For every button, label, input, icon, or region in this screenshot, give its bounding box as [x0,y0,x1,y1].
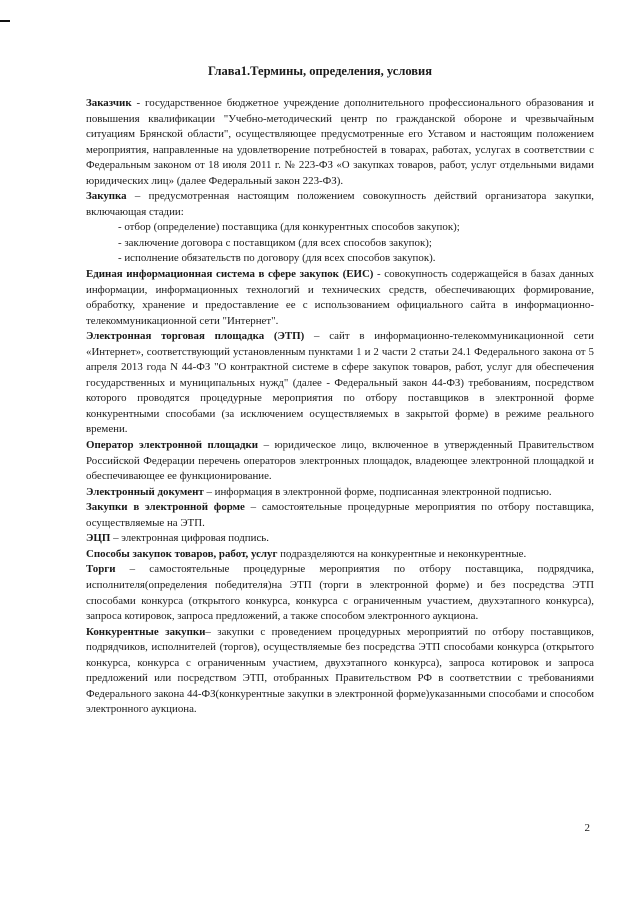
definition-etp [86,329,594,438]
term: Закупка [86,190,127,203]
definition-tenders [86,562,594,624]
page-number: 2 [584,822,590,834]
definition-text: – юридическое лицо, включенное в утвержденный Правительством Российской Федерации перечень операторов электронных площадок, владеющее электронной площадкой и обеспечивающее ее функционирование. [86,439,594,483]
scan-edge-mark [0,20,10,22]
term: Торги [86,563,116,576]
definition-text: подразделяются на конкурентные и неконкурентные. [277,547,527,560]
definitions-body [86,96,594,718]
definition-electronic-document [86,485,594,501]
term: Единая информационная система в сфере закупок (ЕИС) [86,268,374,281]
stage-item: - исполнение обязательств по договору (для всех способов закупок). [118,252,436,265]
definition-text: - государственное бюджетное учреждение дополнительного профессионального образования и повышения квалификации "Учебно-методический центр по гражданской обороне и чрезвычайным ситуациям Брянской области", осуществляющее предусмотренные его Уставом и настоящим положением мероприятия, направленные на удовлетворение потребностей в товарах, работах, услугах в соответствии с Федеральным законом от 18 июля 2011 г. № 223-ФЗ «О закупках товаров, работ, услуг отдельными видами юридических лиц» (далее Федеральный закон 223-ФЗ). [86,97,594,187]
term: Оператор электронной площадки [86,439,259,452]
term: Заказчик [86,97,132,109]
definition-methods [86,547,594,563]
term: Конкурентные закупки [86,625,206,638]
definition-competitive [86,625,594,718]
definition-text: – самостоятельные процедурные мероприятия по отбору поставщика, подрядчика, исполнителя(определения победителя)на ЭТП (торги в электронной форме) и без посредства ЭТП способами конкурса (открытого конкурса, конкурса с ограниченным участием, двухэтапного конкурса), запроса котировок, запроса предложений, а также способом электронного аукциона. [86,563,594,623]
definition-eis [86,267,594,329]
stage-item: - заключение договора с поставщиком (для всех способов закупок); [118,236,432,249]
definition-text: – закупки с проведением процедурных мероприятий по отбору поставщиков, подрядчиков, исполнителей (торгов), осуществляемые без посредства ЭТП способами конкурса (открытого конкурса, конкурса с ограниченным участием, двухэтапного конкурса), запроса котировок и запроса предложений или посредством ЭТП, отобранных Правительством РФ в соответствии с требованиями Федерального закона 44-ФЗ(конкурентные закупки в электронной форме)указанными способами и способом электронного аукциона. [86,625,595,716]
term: ЭЦП [86,532,111,545]
term: Электронный документ [86,485,204,498]
term: Электронная торговая площадка (ЭТП) [86,330,305,343]
definition-text: - совокупность содержащейся в базах данных информации, информационных технологий и технических средств, обеспечивающих формирование, обработку, хранение и предоставление ее с использованием официального сайта в информационно-телекоммуникационной сети "Интернет". [86,268,594,327]
term: Способы закупок товаров, работ, услуг [86,547,278,560]
chapter-title: Глава1.Термины, определения, условия [208,64,432,78]
term: Закупки в электронной форме [86,501,245,514]
definition-text: – сайт в информационно-телекоммуникационной сети «Интернет», соответствующий установленным пунктами 1 и 2 части 2 статьи 24.1 Федерального закона от 5 апреля 2013 года N 44-ФЗ "О контрактной системе в сфере закупок товаров, работ, услуг для обеспечения государственных и муниципальных нужд" (далее - Федеральный закон 44-ФЗ) требованиям, посредством которого проводятся процедурные мероприятия по отбору поставщиков в электронной форме конкурентными способами (за исключением осуществляемых в закрытой форме) в режиме реального времени. [86,330,594,436]
definition-operator [86,438,594,485]
definition-customer [86,96,594,189]
definition-text: – электронная цифровая подпись. [110,532,269,545]
definition-text: – информация в электронной форме, подписанная электронной подписью. [203,485,552,498]
stage-item: - отбор (определение) поставщика (для конкурентных способов закупок); [118,221,460,234]
definition-text: – самостоятельные процедурные мероприятия по отбору поставщика, осуществляемые на ЭТП. [86,501,594,529]
definition-text: – предусмотренная настоящим положением совокупность действий организатора закупки, включающая стадии: [86,190,594,218]
definition-procurement [86,189,594,220]
definition-ecp [86,531,594,547]
definition-electronic-procurement [86,500,594,531]
